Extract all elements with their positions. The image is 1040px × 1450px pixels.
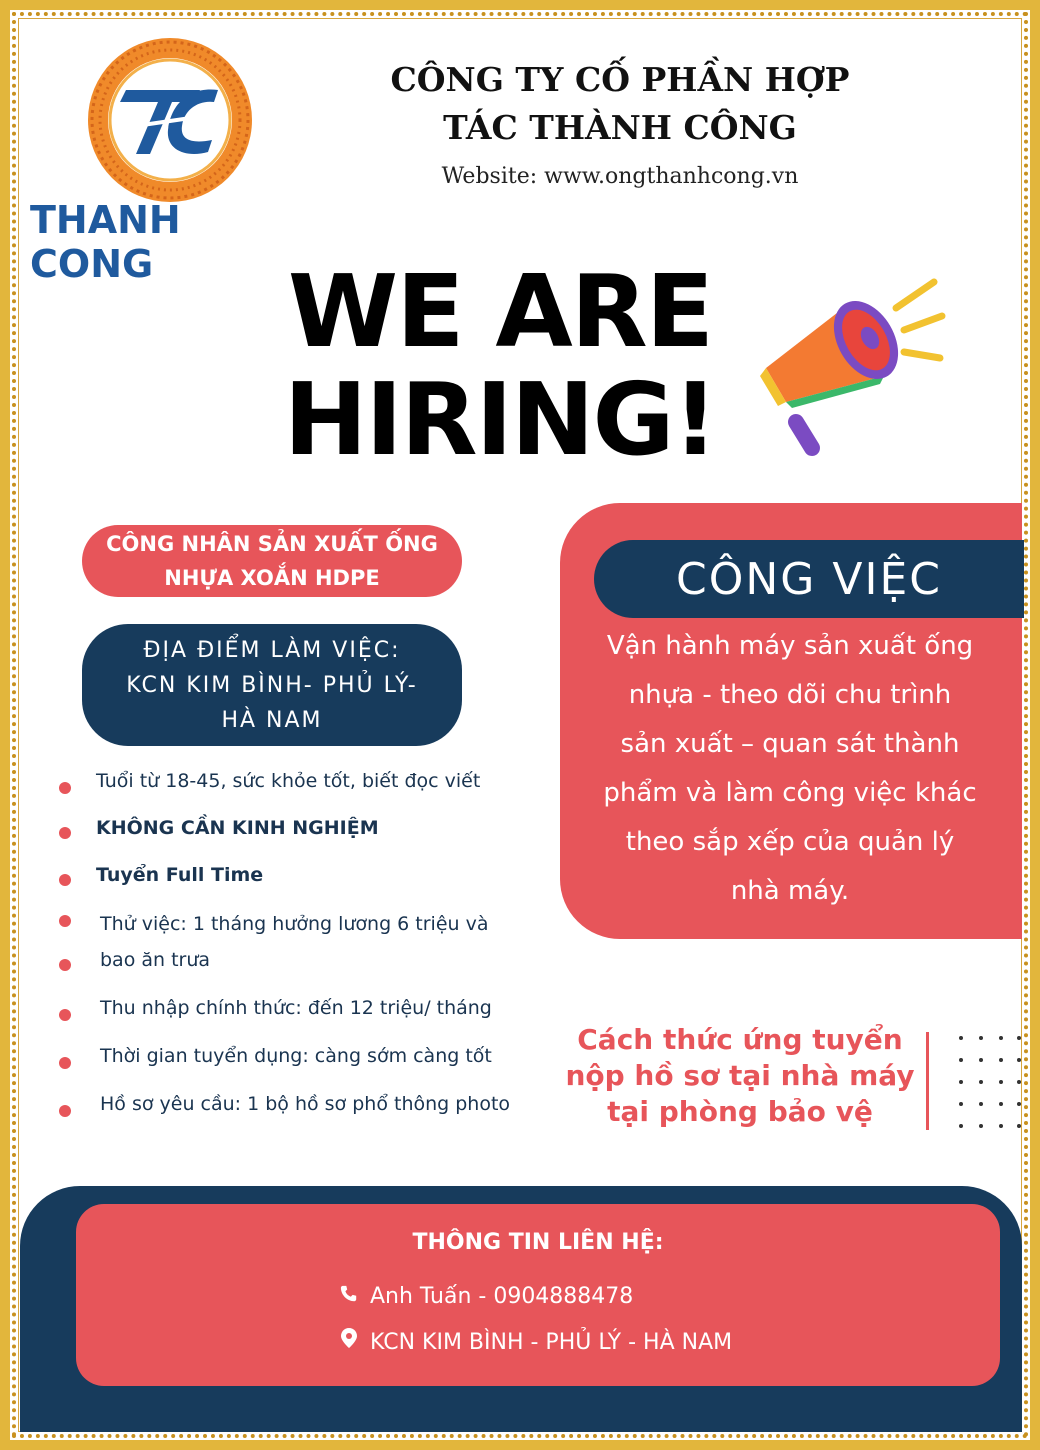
requirement-item: KHÔNG CẦN KINH NGHIỆM bbox=[56, 817, 556, 864]
contact-address bbox=[340, 1327, 960, 1355]
bullet-icon bbox=[59, 915, 71, 927]
apply-divider bbox=[926, 1032, 929, 1130]
requirement-item: bao ăn trưa bbox=[56, 949, 556, 997]
requirement-item: Hồ sơ yêu cầu: 1 bộ hồ sơ phổ thông photo bbox=[56, 1093, 556, 1133]
company-name-line2: TÁC THÀNH CÔNG bbox=[443, 108, 797, 147]
location-line1: ĐỊA ĐIỂM LÀM VIỆC: bbox=[143, 637, 401, 663]
logo-brand-text: THANH CONG bbox=[30, 198, 181, 286]
requirement-item: Thời gian tuyển dụng: càng sớm càng tốt bbox=[56, 1045, 556, 1093]
requirement-item: Thử việc: 1 tháng hưởng lương 6 triệu và bbox=[56, 913, 556, 949]
bullet-icon bbox=[59, 1105, 71, 1117]
hiring-headline bbox=[260, 253, 740, 478]
bullet-icon bbox=[59, 959, 71, 971]
company-website: Website: www.ongthanhcong.vn bbox=[441, 164, 799, 189]
job-title-line1: CÔNG NHÂN SẢN XUẤT ỐNG bbox=[106, 532, 438, 556]
job-description-title: CÔNG VIỆC bbox=[594, 540, 1024, 618]
location-line3: HÀ NAM bbox=[221, 707, 323, 733]
megaphone-icon bbox=[756, 272, 956, 462]
dot-grid-decoration bbox=[955, 1032, 1025, 1132]
company-name bbox=[340, 56, 900, 152]
contact-address-text: KCN KIM BÌNH - PHỦ LÝ - HÀ NAM bbox=[370, 1330, 733, 1355]
company-name-line1: CÔNG TY CỐ PHẦN HỢP bbox=[390, 60, 850, 99]
bullet-icon bbox=[59, 1057, 71, 1069]
requirements-list bbox=[56, 770, 556, 1133]
bullet-icon bbox=[59, 874, 71, 886]
requirement-item: Tuyển Full Time bbox=[56, 864, 556, 913]
contact-title: THÔNG TIN LIÊN HỆ: bbox=[412, 1230, 664, 1255]
work-location-pill bbox=[82, 624, 462, 746]
job-description-text: Vận hành máy sản xuất ống nhựa - theo dõi chu trình sản xuất – quan sát thành phẩm và làm công việc khác theo sắp xếp của quản lý nhà máy. bbox=[603, 631, 977, 906]
contact-phone bbox=[340, 1284, 960, 1309]
bullet-icon bbox=[59, 1009, 71, 1021]
job-title-line2: NHỰA XOẮN HDPE bbox=[164, 566, 380, 590]
location-line2: KCN KIM BÌNH- PHỦ LÝ- bbox=[126, 672, 418, 698]
bullet-icon bbox=[59, 782, 71, 794]
headline-line2: HIRING! bbox=[283, 361, 717, 478]
bullet-icon bbox=[59, 827, 71, 839]
how-to-apply: Cách thức ứng tuyển nộp hồ sơ tại nhà máy tại phòng bảo vệ bbox=[565, 1023, 915, 1128]
job-title-pill bbox=[82, 525, 462, 597]
requirement-item: Tuổi từ 18-45, sức khỏe tốt, biết đọc viết bbox=[56, 770, 556, 817]
contact-phone-text: Anh Tuấn - 0904888478 bbox=[370, 1284, 634, 1309]
headline-line1: WE ARE bbox=[287, 253, 713, 370]
phone-icon bbox=[340, 1284, 370, 1309]
location-pin-icon bbox=[340, 1327, 370, 1355]
requirement-item: Thu nhập chính thức: đến 12 triệu/ tháng bbox=[56, 997, 556, 1045]
